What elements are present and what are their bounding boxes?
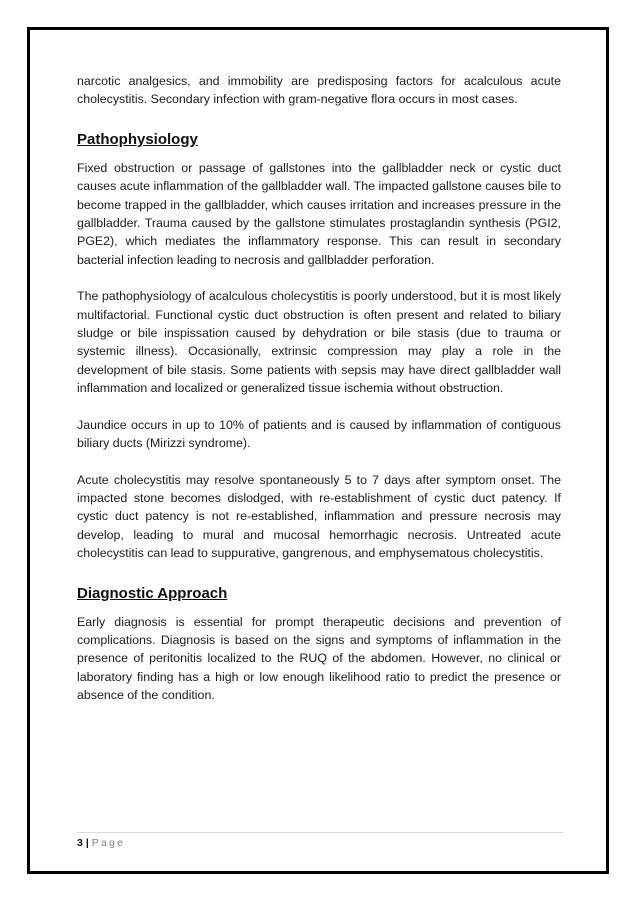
diagnostic-paragraph-1: Early diagnosis is essential for prompt therapeutic decisions and prevention of complications. Diagnosis is based on the signs and symptoms of inflammation in the presence of peritonitis localized to the RUQ of the abdomen. However, no clinical or laboratory finding has a high or low enough likelihood ratio to predict the presence or absence of the condition. — [77, 614, 561, 703]
section-heading-diagnostic-approach: Diagnostic Approach — [77, 584, 228, 602]
page-footer — [77, 836, 125, 850]
pathophysiology-paragraph-3: Jaundice occurs in up to 10% of patients and is caused by inflammation of contiguous biliary ducts (Mirizzi syndrome). — [77, 417, 561, 451]
intro-paragraph: narcotic analgesics, and immobility are predisposing factors for acalculous acute cholecystitis. Secondary infection with gram-negative flora occurs in most cases. — [77, 74, 561, 107]
page-number: 3 — [77, 837, 83, 849]
pathophysiology-paragraph-1: Fixed obstruction or passage of gallstones into the gallbladder neck or cystic duct causes acute inflammation of the gallbladder wall. The impacted gallstone causes bile to become trapped in the gallbladder, which causes irritation and increases pressure in the gallbladder. Trauma caused by the gallstone stimulates prostaglandin synthesis (PGI2, PGE2), which mediates the inflammatory response. This can result in secondary bacterial infection leading to necrosis and gallbladder perforation. — [77, 160, 561, 267]
pathophysiology-paragraph-4: Acute cholecystitis may resolve spontaneously 5 to 7 days after symptom onset. The impacted stone becomes dislodged, with re-establishment of cystic duct patency. If cystic duct patency is not re-established, inflammation and pressure necrosis may develop, leading to mural and mucosal hemorrhagic necrosis. Untreated acute cholecystitis can lead to suppurative, gangrenous, and emphysematous cholecystitis. — [77, 472, 561, 561]
document-body — [77, 72, 561, 705]
page-label: Page — [91, 837, 126, 849]
pathophysiology-paragraph-2: The pathophysiology of acalculous cholecystitis is poorly understood, but it is most likely multifactorial. Functional cystic duct obstruction is often present and related to biliary sludge or bile inspissation caused by dehydration or bile stasis (due to trauma or systemic illness). Occasionally, extrinsic compression may play a role in the development of bile stasis. Some patients with sepsis may have direct gallbladder wall inflammation and localized or generalized tissue ischemia without obstruction. — [77, 289, 561, 396]
footer-divider — [77, 832, 563, 833]
footer-separator: | — [85, 837, 89, 849]
section-heading-pathophysiology: Pathophysiology — [77, 130, 198, 148]
